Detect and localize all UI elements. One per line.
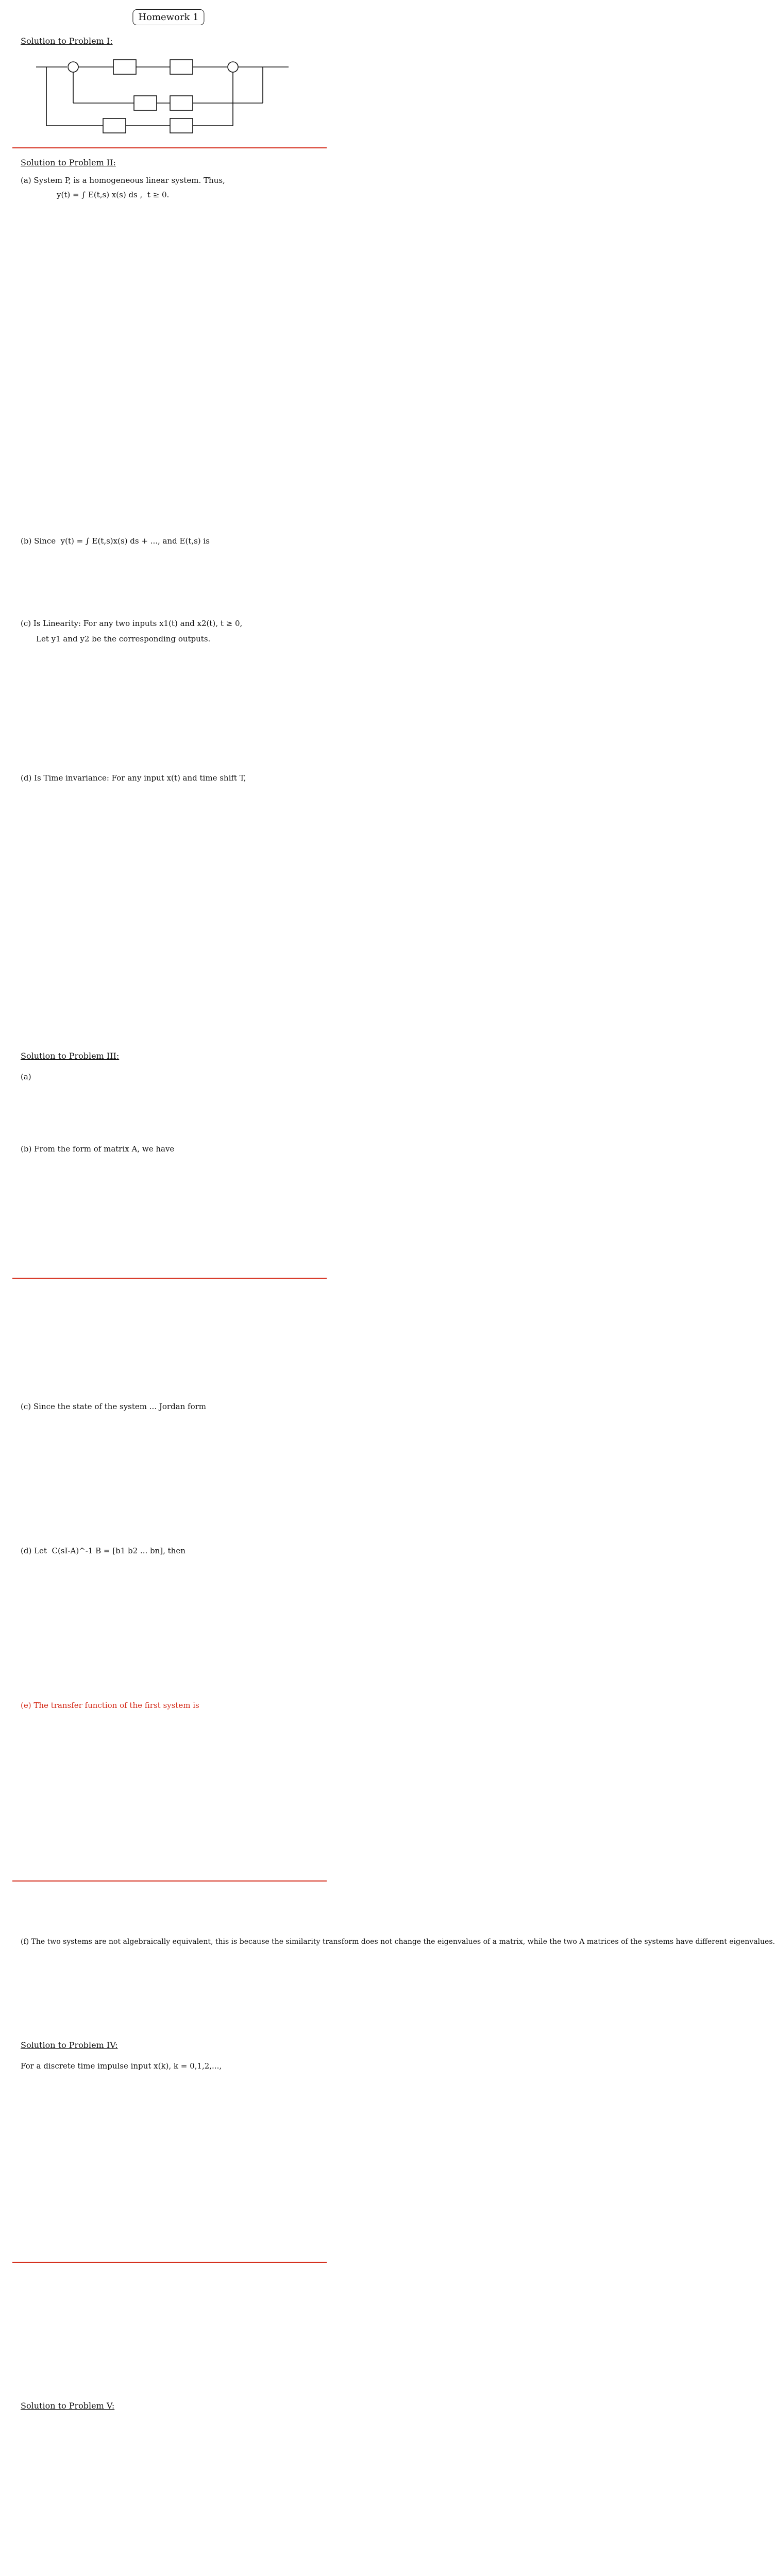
problem-4-text: For a discrete time impulse input x(k), k = 0,1,2,..., (21, 2061, 222, 2071)
problem-3f: (f) The two systems are not algebraically equivalent, this is because the similarity transform does not change the eigenvalues of a matrix, while the two A matrices of the systems have different eigenvalues. (21, 1938, 775, 1946)
problem-2a-eq: y(t) = ∫ E(t,s) x(s) ds , t ≥ 0. (57, 190, 170, 199)
problem-4-heading: Solution to Problem IV: (21, 2040, 118, 2050)
problem-2a: (a) System P, is a homogeneous linear system. Thus, (21, 176, 225, 185)
problem-2c-lin: (c) Is Linearity: For any two inputs x1(t) and x2(t), t ≥ 0, (21, 619, 243, 628)
problem-2b: (b) Since y(t) = ∫ E(t,s)x(s) ds + ..., and E(t,s) is (21, 536, 210, 546)
block-diagram (0, 46, 337, 149)
page-title: Homework 1 (132, 9, 204, 25)
divider (12, 2262, 327, 2263)
problem-3e: (e) The transfer function of the first system is (21, 1701, 199, 1710)
problem-5-heading: Solution to Problem V: (21, 2401, 115, 2411)
problem-3c: (c) Since the state of the system ... Jordan form (21, 1402, 207, 1411)
problem-3d: (d) Let C(sI-A)^-1 B = [b1 b2 ... bn], then (21, 1546, 186, 1555)
problem-3a: (a) (21, 1072, 31, 1081)
divider (12, 1880, 327, 1882)
divider (12, 1278, 327, 1279)
problem-3b: (b) From the form of matrix A, we have (21, 1144, 175, 1154)
problem-2c-eq: Let y1 and y2 be the corresponding outputs. (36, 634, 211, 643)
problem-2-heading: Solution to Problem II: (21, 158, 116, 167)
problem-2d: (d) Is Time invariance: For any input x(t) and time shift T, (21, 773, 246, 783)
problem-3-heading: Solution to Problem III: (21, 1051, 120, 1061)
problem-1-heading: Solution to Problem I: (21, 36, 113, 46)
divider (12, 147, 327, 148)
